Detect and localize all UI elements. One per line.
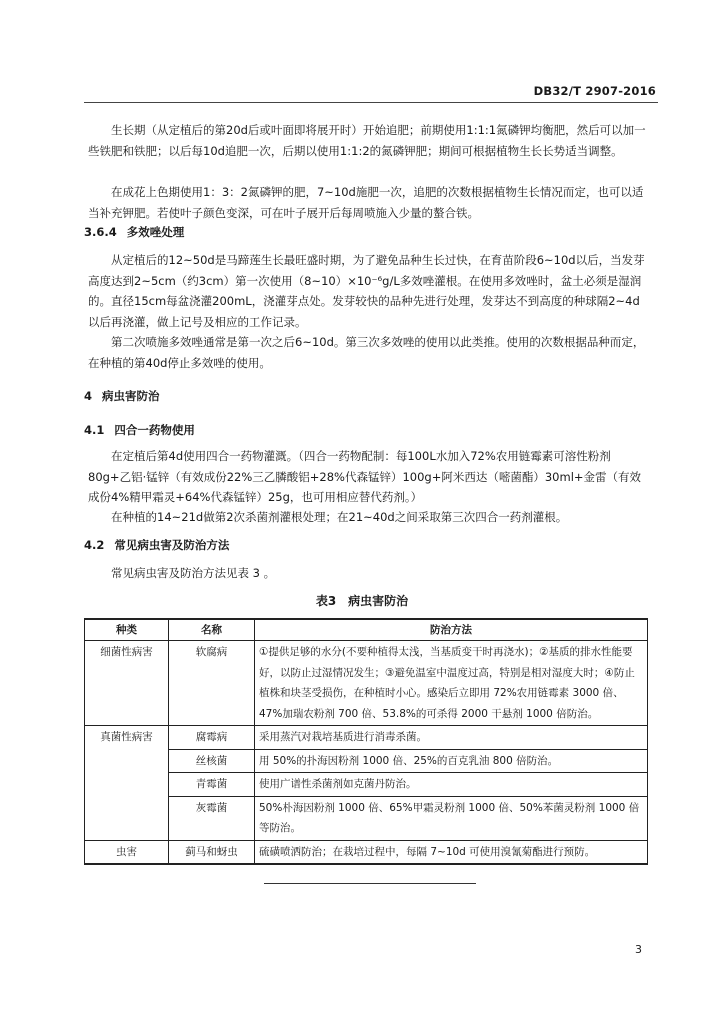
method-cell: ①提供足够的水分(不要种植得太浅，当基质变干时再浇水)；②基质的排水性能要好，以防止过湿情况发生；③避免温室中温度过高，特别是相对湿度大时；④防止植株和块茎受损伤，在种植时小心。感染后立即用 72%农用链霉素 3000 倍、47%加瑞农粉剂 700 倍、53.8%的可杀得 2000 干悬剂 1000 倍防治。	[255, 641, 648, 726]
section-title: 常见病虫害及防治方法	[114, 538, 230, 552]
section-number: 4.1	[84, 423, 105, 437]
table-row	[85, 773, 648, 797]
section-number: 3.6.4	[84, 225, 117, 239]
end-of-document-line	[264, 883, 476, 884]
paragraph-paclobutrazol-first: 从定植后的12~50d是马蹄莲生长最旺盛时期，为了避免品种生长过快，在育苗阶段6~10d以后，当发芽高度达到2~5cm（约3cm）第一次使用（8~10）×10⁻⁶g/L多效唑灌根。在使用多效唑时，盆土必须是湿润的。直径15cm每盆浇灌200mL，浇灌芽点处。发芽较快的品种先进行处理，发芽达不到高度的种球隔2~4d以后再浇灌，做上记号及相应的工作记录。	[88, 253, 645, 329]
method-cell: 硫磺喷洒防治；在栽培过程中，每隔 7~10d 可使用溴氰菊酯进行预防。	[255, 840, 648, 864]
table-row	[85, 749, 648, 773]
category-cell: 细菌性病害	[85, 641, 169, 726]
column-header: 名称	[169, 619, 255, 641]
disease-name-cell: 灰霉菌	[169, 796, 255, 840]
disease-name-cell: 青霉菌	[169, 773, 255, 797]
column-header: 防治方法	[255, 619, 648, 641]
standard-code: DB32/T 2907-2016	[533, 84, 656, 98]
disease-name-cell: 软腐病	[169, 641, 255, 726]
column-header: 种类	[85, 619, 169, 641]
header-rule	[84, 102, 658, 103]
disease-name-cell: 蓟马和蚜虫	[169, 840, 255, 864]
method-cell: 50%朴海因粉剂 1000 倍、65%甲霜灵粉剂 1000 倍、50%苯菌灵粉剂 1000 倍等防治。	[255, 796, 648, 840]
section-heading-4-2	[84, 537, 229, 553]
table-row	[85, 641, 648, 726]
section-heading-3-6-4	[84, 224, 184, 240]
pest-control-table	[84, 618, 648, 865]
paragraph-four-in-one: 在定植后第4d使用四合一药物灌溉。（四合一药物配制：每100L水加入72%农用链霉素可溶性粉剂80g+乙铝·锰锌（有效成份22%三乙膦酸铝+28%代森锰锌）100g+阿米西达（嘧菌酯）30ml+金雷（有效成份4%精甲霜灵+64%代森锰锌）25g，也可用相应替代药剂。）	[88, 449, 642, 504]
category-cell: 虫害	[85, 840, 169, 864]
section-title: 病虫害防治	[102, 389, 160, 403]
page-number: 3	[635, 943, 642, 956]
table-row	[85, 840, 648, 864]
method-cell: 采用蒸汽对栽培基质进行消毒杀菌。	[255, 726, 648, 750]
disease-name-cell: 腐霉病	[169, 726, 255, 750]
category-cell: 真菌性病害	[85, 726, 169, 841]
paragraph-paclobutrazol-second: 第二次喷施多效唑通常是第一次之后6~10d。第三次多效唑的使用以此类推。使用的次数根据品种而定，在种植的第40d停止多效唑的使用。	[88, 335, 645, 370]
disease-name-cell: 丝核菌	[169, 749, 255, 773]
table-caption: 表3 病虫害防治	[315, 594, 409, 608]
section-heading-4	[84, 388, 160, 404]
paragraph-topdressing-growth: 生长期（从定植后的第20d后或叶面即将展开时）开始追肥；前期使用1:1:1氮磷钾均衡肥，然后可以加一些铁肥和铁肥；以后每10d追肥一次，后期以使用1:1:2的氮磷钾肥；期间可根据植物生长长势适当调整。	[88, 123, 646, 158]
paragraph-table-reference: 常见病虫害及防治方法见表 3 。	[111, 566, 276, 580]
table-header-row	[85, 619, 648, 641]
section-title: 四合一药物使用	[114, 423, 195, 437]
section-number: 4	[84, 389, 93, 403]
method-cell: 用 50%的扑海因粉剂 1000 倍、25%的百克乳油 800 倍防治。	[255, 749, 648, 773]
method-cell: 使用广谱性杀菌剂如克菌丹防治。	[255, 773, 648, 797]
section-number: 4.2	[84, 538, 105, 552]
section-heading-4-1	[84, 422, 195, 438]
table-row	[85, 796, 648, 840]
paragraph-fungicide-drench: 在种植的14~21d做第2次杀菌剂灌根处理；在21~40d之间采取第三次四合一药剂灌根。	[111, 510, 568, 524]
table-row	[85, 726, 648, 750]
paragraph-topdressing-flowering: 在成花上色期使用1：3：2氮磷钾的肥，7~10d施肥一次，追肥的次数根据植物生长情况而定，也可以适当补充钾肥。若使叶子颜色变深，可在叶子展开后每周喷施入少量的螯合铁。	[88, 185, 644, 220]
section-title: 多效唑处理	[126, 225, 185, 239]
